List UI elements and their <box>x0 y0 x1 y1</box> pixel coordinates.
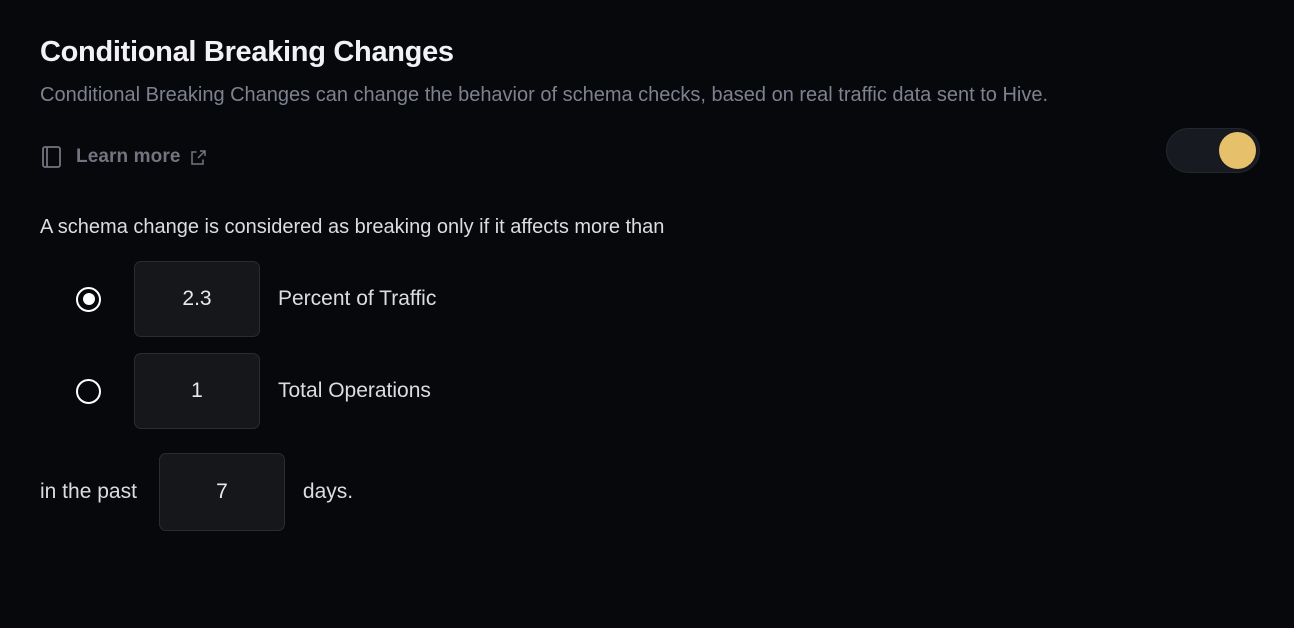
period-days-input[interactable] <box>159 453 285 531</box>
toggle-knob <box>1219 132 1256 169</box>
learn-more-label: Learn more <box>76 146 181 168</box>
learn-more-link[interactable] <box>40 144 207 170</box>
percent-of-traffic-label: Percent of Traffic <box>278 287 437 311</box>
total-operations-input[interactable] <box>134 353 260 429</box>
radio-percent-of-traffic[interactable] <box>76 287 101 312</box>
conditional-breaking-changes-toggle[interactable] <box>1166 128 1260 173</box>
radio-total-operations[interactable] <box>76 379 101 404</box>
book-icon <box>40 144 64 170</box>
option-percent-of-traffic[interactable] <box>40 261 1254 337</box>
percent-of-traffic-input[interactable] <box>134 261 260 337</box>
external-link-icon <box>190 149 207 166</box>
panel-description: Conditional Breaking Changes can change the behavior of schema checks, based on real traffic data sent to Hive. <box>40 84 1049 107</box>
period-suffix-label: days. <box>302 480 354 504</box>
period-prefix-label: in the past <box>40 480 137 504</box>
page-title: Conditional Breaking Changes <box>40 36 454 68</box>
period-row <box>40 453 1254 531</box>
total-operations-label: Total Operations <box>278 379 431 403</box>
breaking-change-statement: A schema change is considered as breaking only if it affects more than <box>40 216 665 239</box>
option-total-operations[interactable] <box>40 353 1254 429</box>
